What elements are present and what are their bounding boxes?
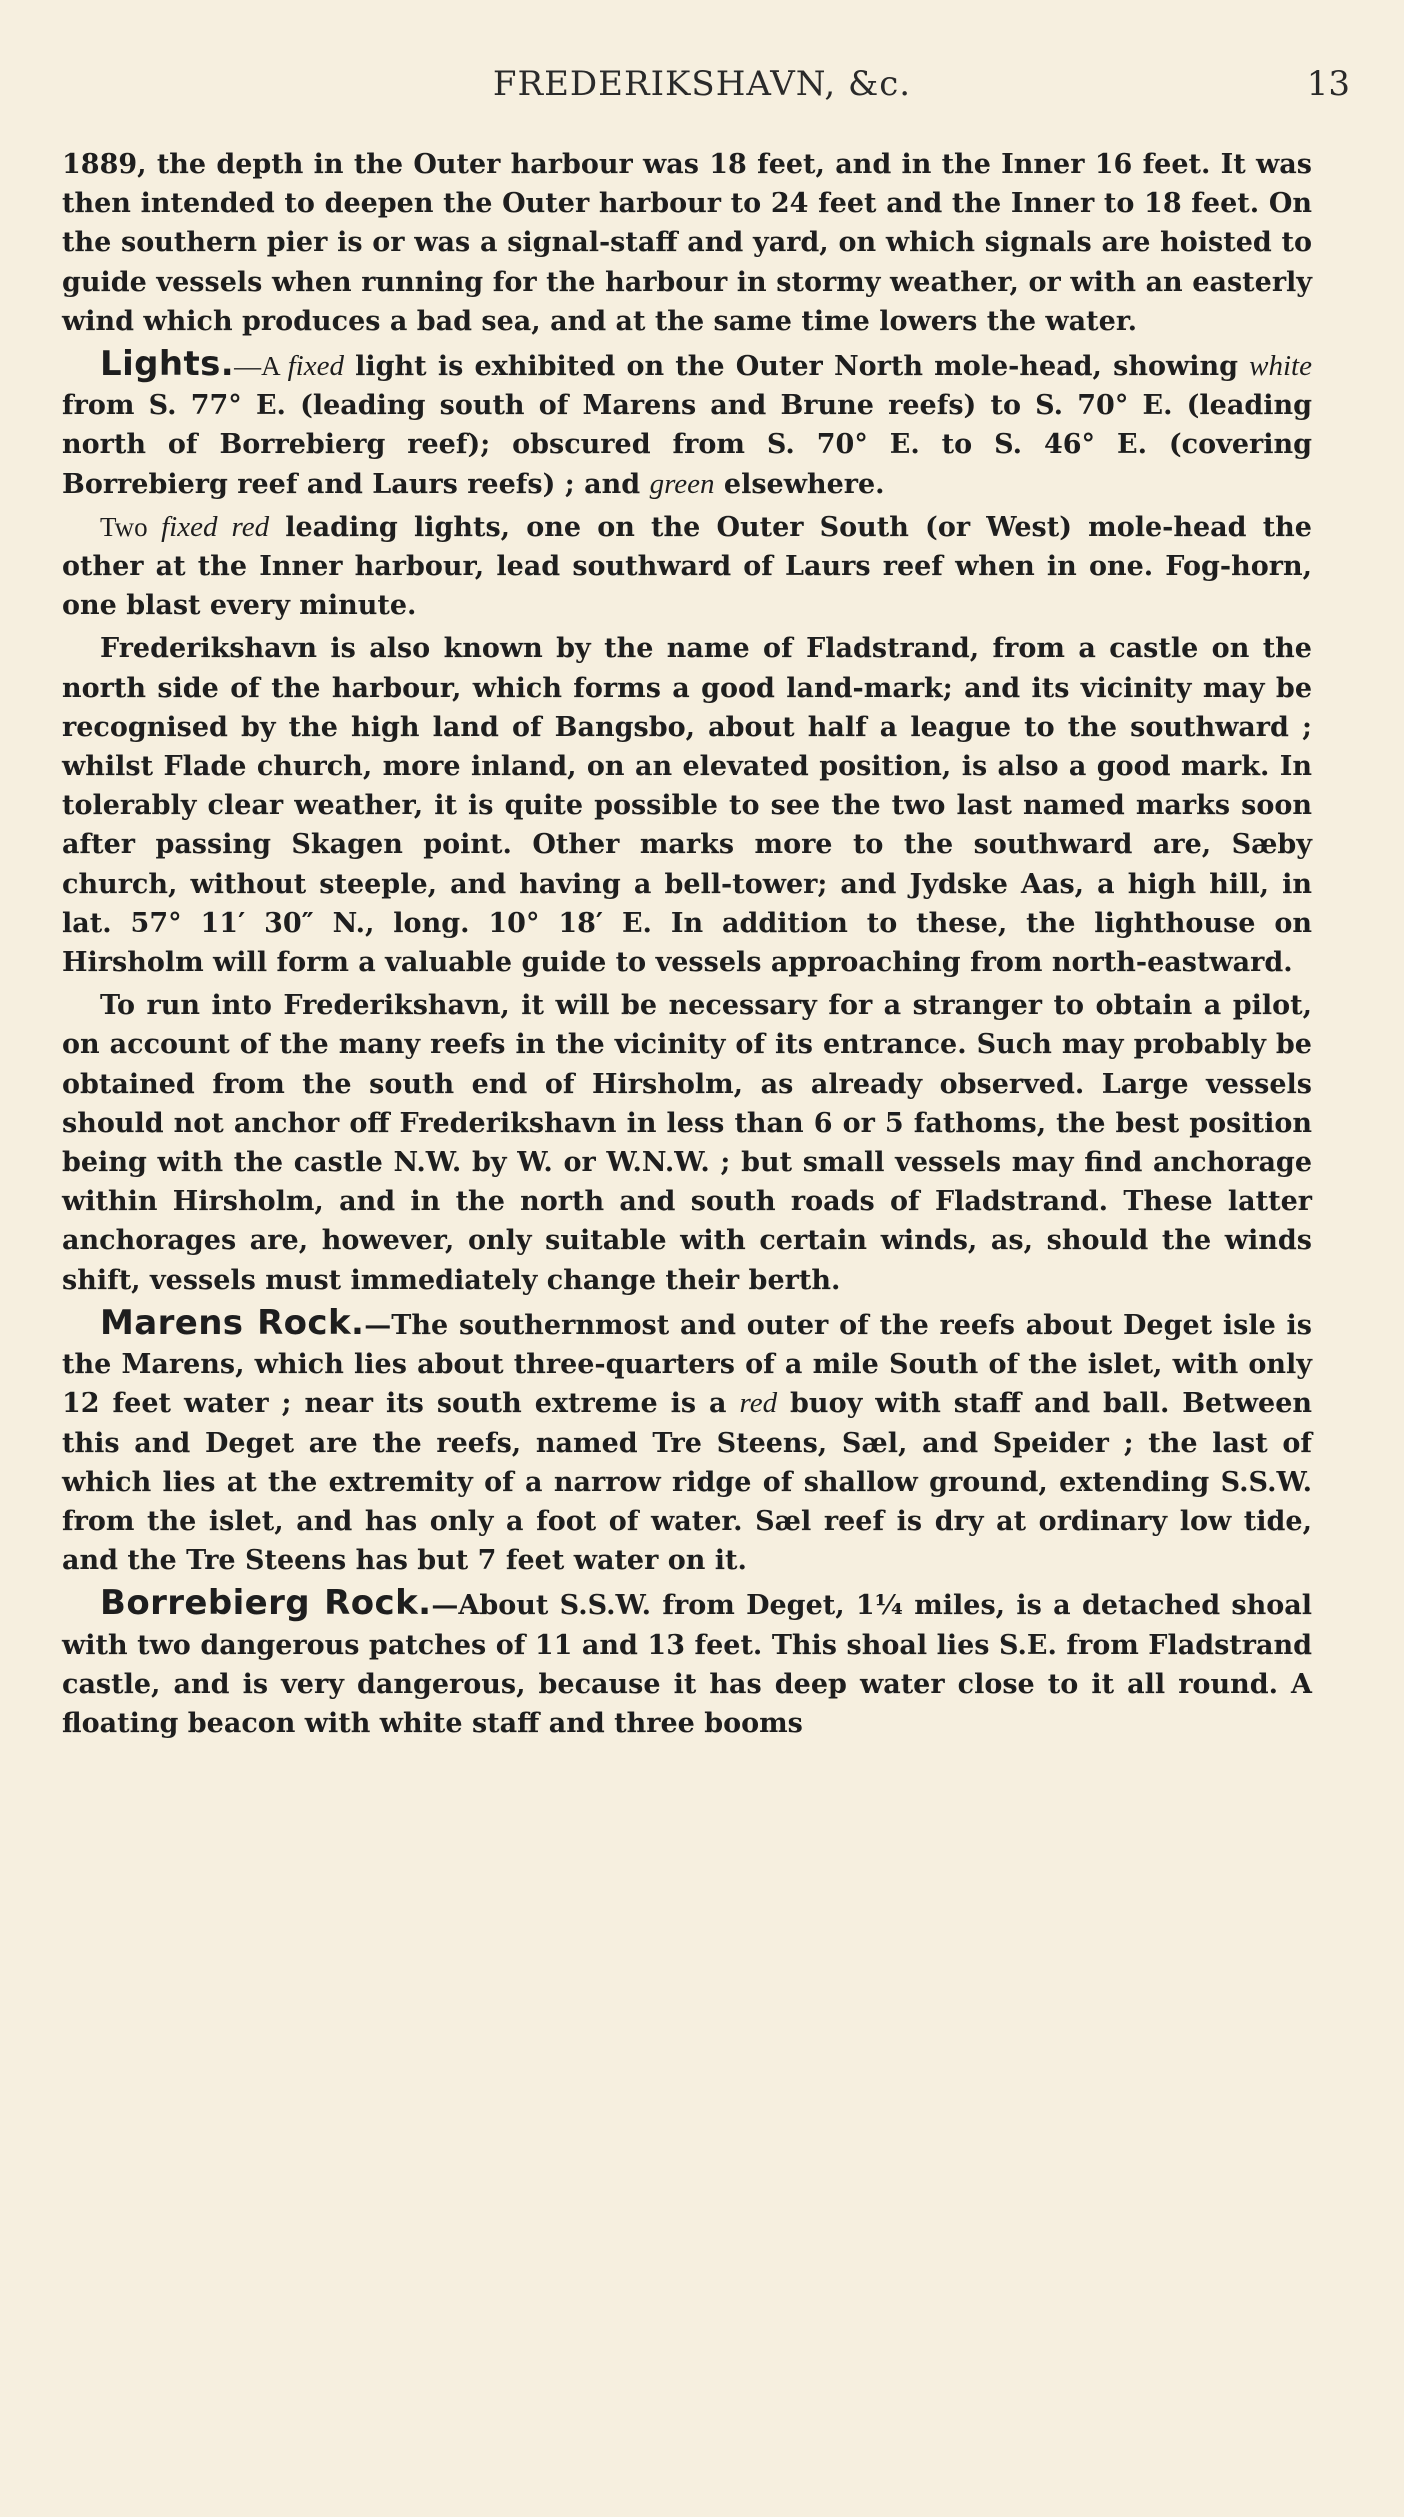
emphasis-fixed-red: fixed red — [161, 510, 270, 543]
emphasis-green: green — [649, 467, 715, 500]
text-two: Two — [100, 511, 162, 542]
paragraph-harbour-depth: 1889, the depth in the Outer harbour was 18 feet, and in the Inner 16 feet. It was then intended to deepen the Outer harbour to 24 feet and the Inner to 18 feet. On the southern pier is or was a signal-staff and yard, on which signals are hoisted to guide vessels when running for the harbour in stormy weather, or with an easterly wind which produces a bad sea, and at the same time lowers the water. — [62, 149, 1312, 337]
text-marens-2: buoy with staff and ball. Between this and Deget are the reefs, named Tre Steens, Sæl, and Speider ; the last of which lies at the extremity of a narrow ridge of shallow ground, extending S.S.W. from the islet, and has only a foot of water. Sæl reef is dry at ordinary low tide, and the Tre Steens has but 7 feet water on it. — [62, 1388, 1313, 1577]
section-title-borrebierg-rock: Borrebierg Rock. — [100, 1583, 432, 1624]
text-marens-1: —The southernmost and outer of the reefs about Deget isle is the Marens, which lies about three-quarters of a mile South of the islet, with only 12 feet water ; near its south extreme is a — [62, 1309, 1313, 1420]
text-borrebierg: —About S.S.W. from Deget, 1¼ miles, is a detached shoal with two dangerous patches of 11 and 13 feet. This shoal lies S.E. from Fladstrand castle, and is very dangerous, because it has deep water close to it all round. A floating beacon with white staff and three booms — [62, 1590, 1312, 1739]
emphasis-red: red — [739, 1387, 778, 1420]
page-number: 13 — [1306, 64, 1350, 104]
paragraph-marens-rock — [62, 1304, 1312, 1580]
page-body — [62, 145, 1312, 1747]
page-header — [62, 64, 1350, 124]
emphasis-white: white — [1249, 350, 1312, 383]
running-head: FREDERIKSHAVN, &c. — [492, 64, 912, 104]
paragraph-leading-lights — [62, 508, 1312, 626]
emphasis-fixed: fixed — [287, 350, 344, 383]
paragraph-lights — [62, 345, 1312, 504]
section-title-lights: Lights. — [100, 344, 235, 385]
paragraph-pilot: To run into Frederikshavn, it will be necessary for a stranger to obtain a pilot, on account of the many reefs in the vicinity of its entrance. Such may probably be obtained from the south end of Hirsholm, as already observed. Large vessels should not anchor off Frederikshavn in less than 6 or 5 fathoms, the best position being with the castle N.W. by W. or W.N.W. ; but small vessels may find anchorage within Hirsholm, and in the north and south roads of Fladstrand. These latter anchorages are, however, only suitable with certain winds, as, should the winds shift, vessels must immediately change their berth. — [62, 990, 1312, 1296]
text-dash: —A — [234, 351, 288, 382]
text-lights-1: light is exhibited on the Outer North mole-head, showing — [343, 351, 1250, 383]
text-leading: leading lights, one on the Outer South (or West) mole-head the other at the Inner harbour, lead southward of Laurs reef when in one. Fog-horn, one blast every minute. — [62, 511, 1312, 622]
paragraph-borrebierg-rock — [62, 1584, 1312, 1743]
text-lights-2: from S. 77° E. (leading south of Marens and Brune reefs) to S. 70° E. (leading north of Borrebierg reef); obscured from S. 70° E. to S. 46° E. (covering Borrebierg reef and Laurs reefs) ; and — [62, 390, 1312, 500]
text-lights-3: elsewhere. — [714, 468, 885, 500]
section-title-marens-rock: Marens Rock. — [100, 1302, 365, 1343]
paragraph-fladstrand: Frederikshavn is also known by the name of Fladstrand, from a castle on the north side of the harbour, which forms a good land-mark; and its vicinity may be recognised by the high land of Bangsbo, about half a league to the southward ; whilst Flade church, more inland, on an elevated position, is also a good mark. In tolerably clear weather, it is quite possible to see the two last named marks soon after passing Skagen point. Other marks more to the southward are, Sæby church, without steeple, and having a bell-tower; and Jydske Aas, a high hill, in lat. 57° 11′ 30″ N., long. 10° 18′ E. In addition to these, the lighthouse on Hirsholm will form a valuable guide to vessels approaching from north-eastward. — [62, 633, 1312, 979]
